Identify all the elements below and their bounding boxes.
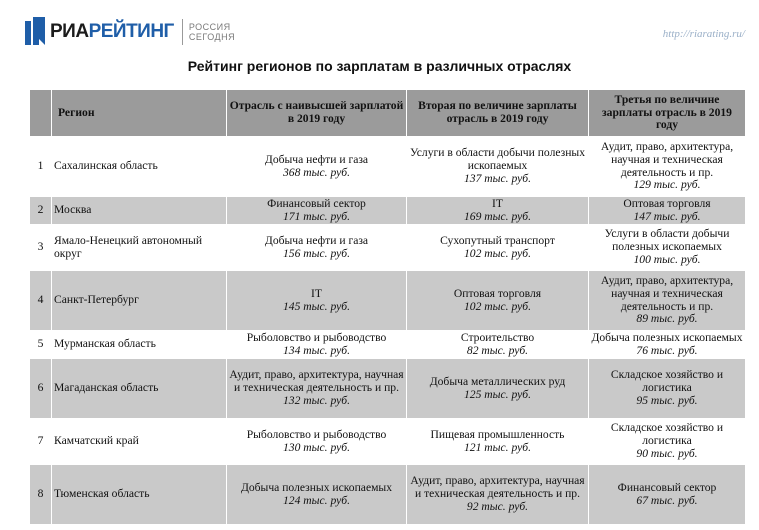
salary-amount: 95 тыс. руб. — [636, 393, 698, 407]
industry-name: Пищевая промышленность — [430, 427, 565, 441]
industry-cell-2 — [407, 419, 589, 465]
industry-cell-2 — [407, 225, 589, 271]
table-row — [30, 465, 746, 525]
row-number: 7 — [30, 419, 52, 465]
industry-name: Аудит, право, архитектура, научная и техническая деятельность и пр. — [229, 368, 404, 395]
industry-name: Рыболовство и рыбоводство — [246, 330, 387, 344]
col-header-region: Регион — [52, 90, 227, 137]
region-name: Камчатский край — [52, 419, 227, 465]
industry-cell-1 — [227, 331, 407, 359]
industry-cell-2 — [407, 465, 589, 525]
table-row — [30, 271, 746, 331]
table-row — [30, 197, 746, 225]
industry-cell-3 — [589, 331, 746, 359]
salary-amount: 147 тыс. руб. — [633, 209, 701, 223]
industry-name: Финансовый сектор — [267, 196, 366, 210]
industry-name: Аудит, право, архитектура, научная и техническая деятельность и пр. — [410, 474, 585, 501]
col-header-number — [30, 90, 52, 137]
row-number: 6 — [30, 359, 52, 419]
region-name: Тюменская область — [52, 465, 227, 525]
table-row — [30, 331, 746, 359]
salary-amount: 102 тыс. руб. — [464, 246, 531, 260]
industry-name: Складское хозяйство и логистика — [610, 368, 724, 395]
logo-sub-line1: РОССИЯ — [188, 22, 231, 32]
salary-amount: 169 тыс. руб. — [464, 209, 531, 223]
col-header-second: Вторая по величине зарплаты отрасль в 2019 году — [407, 90, 589, 137]
salary-amount: 134 тыс. руб. — [283, 343, 350, 357]
salary-amount: 92 тыс. руб. — [466, 499, 529, 513]
salary-amount: 129 тыс. руб. — [633, 178, 701, 192]
industry-name: Оптовая торговля — [453, 286, 542, 300]
row-number: 3 — [30, 225, 52, 271]
salary-amount: 124 тыс. руб. — [283, 493, 350, 507]
industry-cell-3 — [589, 137, 746, 197]
salary-amount: 368 тыс. руб. — [283, 165, 350, 179]
salary-amount: 156 тыс. руб. — [283, 246, 350, 260]
row-number: 4 — [30, 271, 52, 331]
salary-amount: 102 тыс. руб. — [464, 299, 531, 313]
row-number: 2 — [30, 197, 52, 225]
region-name: Сахалинская область — [52, 137, 227, 197]
row-number: 8 — [30, 465, 52, 525]
industry-name: Аудит, право, архитектура, научная и техническая деятельность и пр. — [600, 274, 734, 313]
industry-cell-1 — [227, 137, 407, 197]
logo-wordmark-ria: РИА — [50, 21, 89, 42]
industry-cell-3 — [589, 419, 746, 465]
industry-cell-3 — [589, 225, 746, 271]
site-url[interactable]: http://riarating.ru/ — [662, 28, 745, 40]
industry-name: Добыча полезных ископаемых — [591, 330, 743, 344]
industry-name: IT — [492, 196, 503, 210]
ria-logo-icon — [24, 17, 46, 47]
ria-rating-logo — [24, 16, 235, 48]
industry-name: Сухопутный транспорт — [440, 233, 555, 247]
table-row — [30, 359, 746, 419]
row-number: 5 — [30, 331, 52, 359]
industry-name: Аудит, право, архитектура, научная и техническая деятельность и пр. — [600, 140, 734, 179]
salary-amount: 121 тыс. руб. — [464, 440, 531, 454]
salary-amount: 125 тыс. руб. — [464, 387, 531, 401]
region-name: Ямало-Ненецкий автономный округ — [52, 225, 227, 271]
industry-name: Добыча металлических руд — [429, 374, 566, 388]
industry-cell-1 — [227, 419, 407, 465]
table-header-row — [30, 90, 746, 137]
industry-cell-2 — [407, 271, 589, 331]
industry-cell-2 — [407, 137, 589, 197]
logo-wordmark — [50, 21, 174, 43]
logo-divider — [182, 19, 183, 45]
industry-cell-1 — [227, 271, 407, 331]
region-name: Санкт-Петербург — [52, 271, 227, 331]
industry-name: Рыболовство и рыбоводство — [246, 427, 387, 441]
industry-name: Финансовый сектор — [617, 480, 717, 494]
logo-wordmark-rating: РЕЙТИНГ — [88, 21, 174, 42]
table-row — [30, 137, 746, 197]
industry-cell-3 — [589, 359, 746, 419]
ratings-table — [29, 89, 746, 525]
table-row — [30, 419, 746, 465]
industry-cell-1 — [227, 359, 407, 419]
industry-cell-2 — [407, 331, 589, 359]
salary-amount: 100 тыс. руб. — [633, 252, 701, 266]
region-name: Москва — [52, 197, 227, 225]
industry-name: Оптовая торговля — [623, 196, 711, 210]
industry-cell-3 — [589, 465, 746, 525]
industry-cell-1 — [227, 225, 407, 271]
industry-cell-3 — [589, 271, 746, 331]
industry-cell-2 — [407, 359, 589, 419]
industry-name: Складское хозяйство и логистика — [610, 421, 724, 448]
industry-name: Добыча нефти и газа — [264, 233, 369, 247]
industry-name: IT — [311, 286, 322, 300]
row-number: 1 — [30, 137, 52, 197]
salary-amount: 137 тыс. руб. — [464, 171, 531, 185]
salary-amount: 82 тыс. руб. — [466, 343, 529, 357]
industry-name: Добыча полезных ископаемых — [240, 480, 393, 494]
industry-cell-3 — [589, 197, 746, 225]
table-row — [30, 225, 746, 271]
industry-name: Строительство — [460, 330, 535, 344]
industry-name: Добыча нефти и газа — [264, 152, 369, 166]
logo-subtitle — [189, 22, 235, 42]
industry-cell-2 — [407, 197, 589, 225]
salary-amount: 67 тыс. руб. — [636, 493, 698, 507]
page-title: Рейтинг регионов по зарплатам в различных отраслях — [187, 58, 572, 74]
logo-sub-line2: СЕГОДНЯ — [188, 32, 236, 42]
region-name: Мурманская область — [52, 331, 227, 359]
region-name: Магаданская область — [52, 359, 227, 419]
salary-amount: 90 тыс. руб. — [636, 446, 698, 460]
salary-amount: 130 тыс. руб. — [283, 440, 350, 454]
industry-cell-1 — [227, 197, 407, 225]
salary-amount: 89 тыс. руб. — [636, 312, 698, 326]
salary-amount: 145 тыс. руб. — [283, 299, 350, 313]
salary-amount: 132 тыс. руб. — [283, 393, 350, 407]
industry-name: Услуги в области добычи полезных ископаемых — [604, 227, 730, 254]
industry-name: Услуги в области добычи полезных ископаемых — [409, 146, 586, 173]
salary-amount: 76 тыс. руб. — [636, 343, 698, 357]
salary-amount: 171 тыс. руб. — [283, 209, 350, 223]
industry-cell-1 — [227, 465, 407, 525]
col-header-first: Отрасль с наивысшей зарплатой в 2019 году — [227, 90, 407, 137]
col-header-third: Третья по величине зарплаты отрасль в 2019 году — [589, 90, 746, 137]
